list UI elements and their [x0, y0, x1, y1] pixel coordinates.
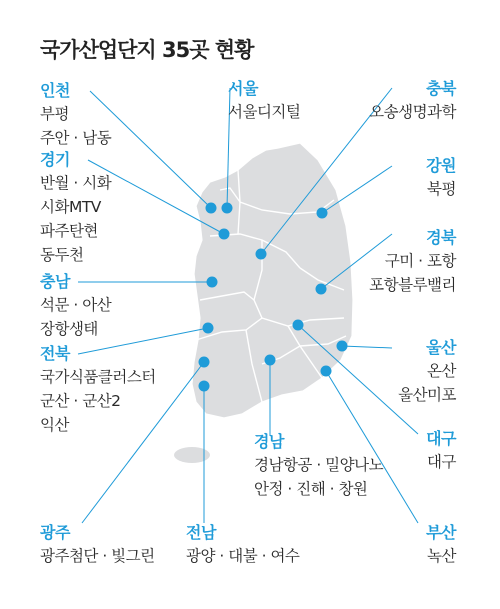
- region-gangwon: [426, 155, 456, 201]
- dot-daegu: [293, 320, 304, 331]
- dot-gangwon: [317, 208, 328, 219]
- region-name: 대구: [426, 429, 456, 448]
- region-busan: [426, 522, 456, 568]
- region-seoul: [228, 78, 300, 124]
- region-jeonbuk: [40, 343, 156, 437]
- dot-chungbuk: [256, 249, 267, 260]
- site-name: 오송생명과학: [369, 103, 456, 121]
- region-chungbuk: [369, 78, 456, 124]
- dot-jeonbuk: [203, 323, 214, 334]
- region-name: 서울: [228, 79, 258, 98]
- region-name: 경기: [40, 150, 70, 169]
- site-name: 녹산: [427, 547, 456, 565]
- site-name: 주안 · 남동: [40, 129, 112, 147]
- site-name: 부평: [40, 105, 69, 123]
- jeju-island: [174, 447, 210, 463]
- region-name: 강원: [426, 156, 456, 175]
- dot-jeonnam: [199, 381, 210, 392]
- site-name: 광주첨단 · 빛그린: [40, 547, 155, 565]
- site-name: 군산 · 군산2: [40, 392, 121, 410]
- region-chungnam: [40, 271, 111, 341]
- region-name: 경북: [426, 228, 456, 247]
- region-name: 충북: [426, 79, 456, 98]
- site-name: 온산: [427, 362, 456, 380]
- site-name: 안정 · 진해 · 창원: [254, 480, 368, 498]
- region-name: 부산: [426, 523, 456, 542]
- dot-gyeonggi: [219, 229, 230, 240]
- region-gwangju: [40, 522, 155, 568]
- dot-busan: [321, 366, 332, 377]
- region-name: 전남: [186, 523, 216, 542]
- region-name: 충남: [40, 272, 70, 291]
- region-gyeongnam: [254, 431, 383, 501]
- site-name: 석문 · 아산: [40, 296, 112, 314]
- dot-seoul: [222, 203, 233, 214]
- region-name: 울산: [426, 338, 456, 357]
- region-incheon: [40, 80, 111, 150]
- map-title: 국가산업단지 35곳 현황: [40, 38, 254, 62]
- site-name: 울산미포: [398, 386, 456, 404]
- dot-gwangju: [199, 357, 210, 368]
- site-name: 동두천: [40, 246, 84, 264]
- region-name: 전북: [40, 344, 70, 363]
- site-name: 파주탄현: [40, 222, 98, 240]
- site-name: 장항생태: [40, 320, 98, 338]
- region-name: 인천: [40, 81, 70, 100]
- region-daegu: [426, 428, 456, 474]
- region-jeonnam: [186, 522, 299, 568]
- site-name: 북평: [427, 180, 456, 198]
- site-name: 국가식품클러스터: [40, 368, 156, 386]
- region-gyeonggi: [40, 149, 111, 267]
- site-name: 반월 · 시화: [40, 174, 112, 192]
- dot-chungnam: [207, 277, 218, 288]
- dot-incheon: [206, 203, 217, 214]
- dot-ulsan: [337, 341, 348, 352]
- leader-ulsan: [342, 346, 392, 348]
- site-name: 서울디지털: [228, 103, 301, 121]
- dot-gyeongbuk: [316, 284, 327, 295]
- site-name: 광양 · 대불 · 여수: [186, 547, 300, 565]
- region-name: 경남: [254, 432, 284, 451]
- site-name: 경남항공 · 밀양나노: [254, 456, 384, 474]
- region-name: 광주: [40, 523, 70, 542]
- region-ulsan: [398, 337, 456, 407]
- dot-gyeongnam: [265, 355, 276, 366]
- site-name: 포항블루밸리: [369, 276, 456, 294]
- site-name: 시화MTV: [40, 198, 101, 216]
- site-name: 구미 · 포항: [384, 252, 456, 270]
- site-name: 대구: [427, 453, 456, 471]
- site-name: 익산: [40, 416, 69, 434]
- region-gyeongbuk: [369, 227, 456, 297]
